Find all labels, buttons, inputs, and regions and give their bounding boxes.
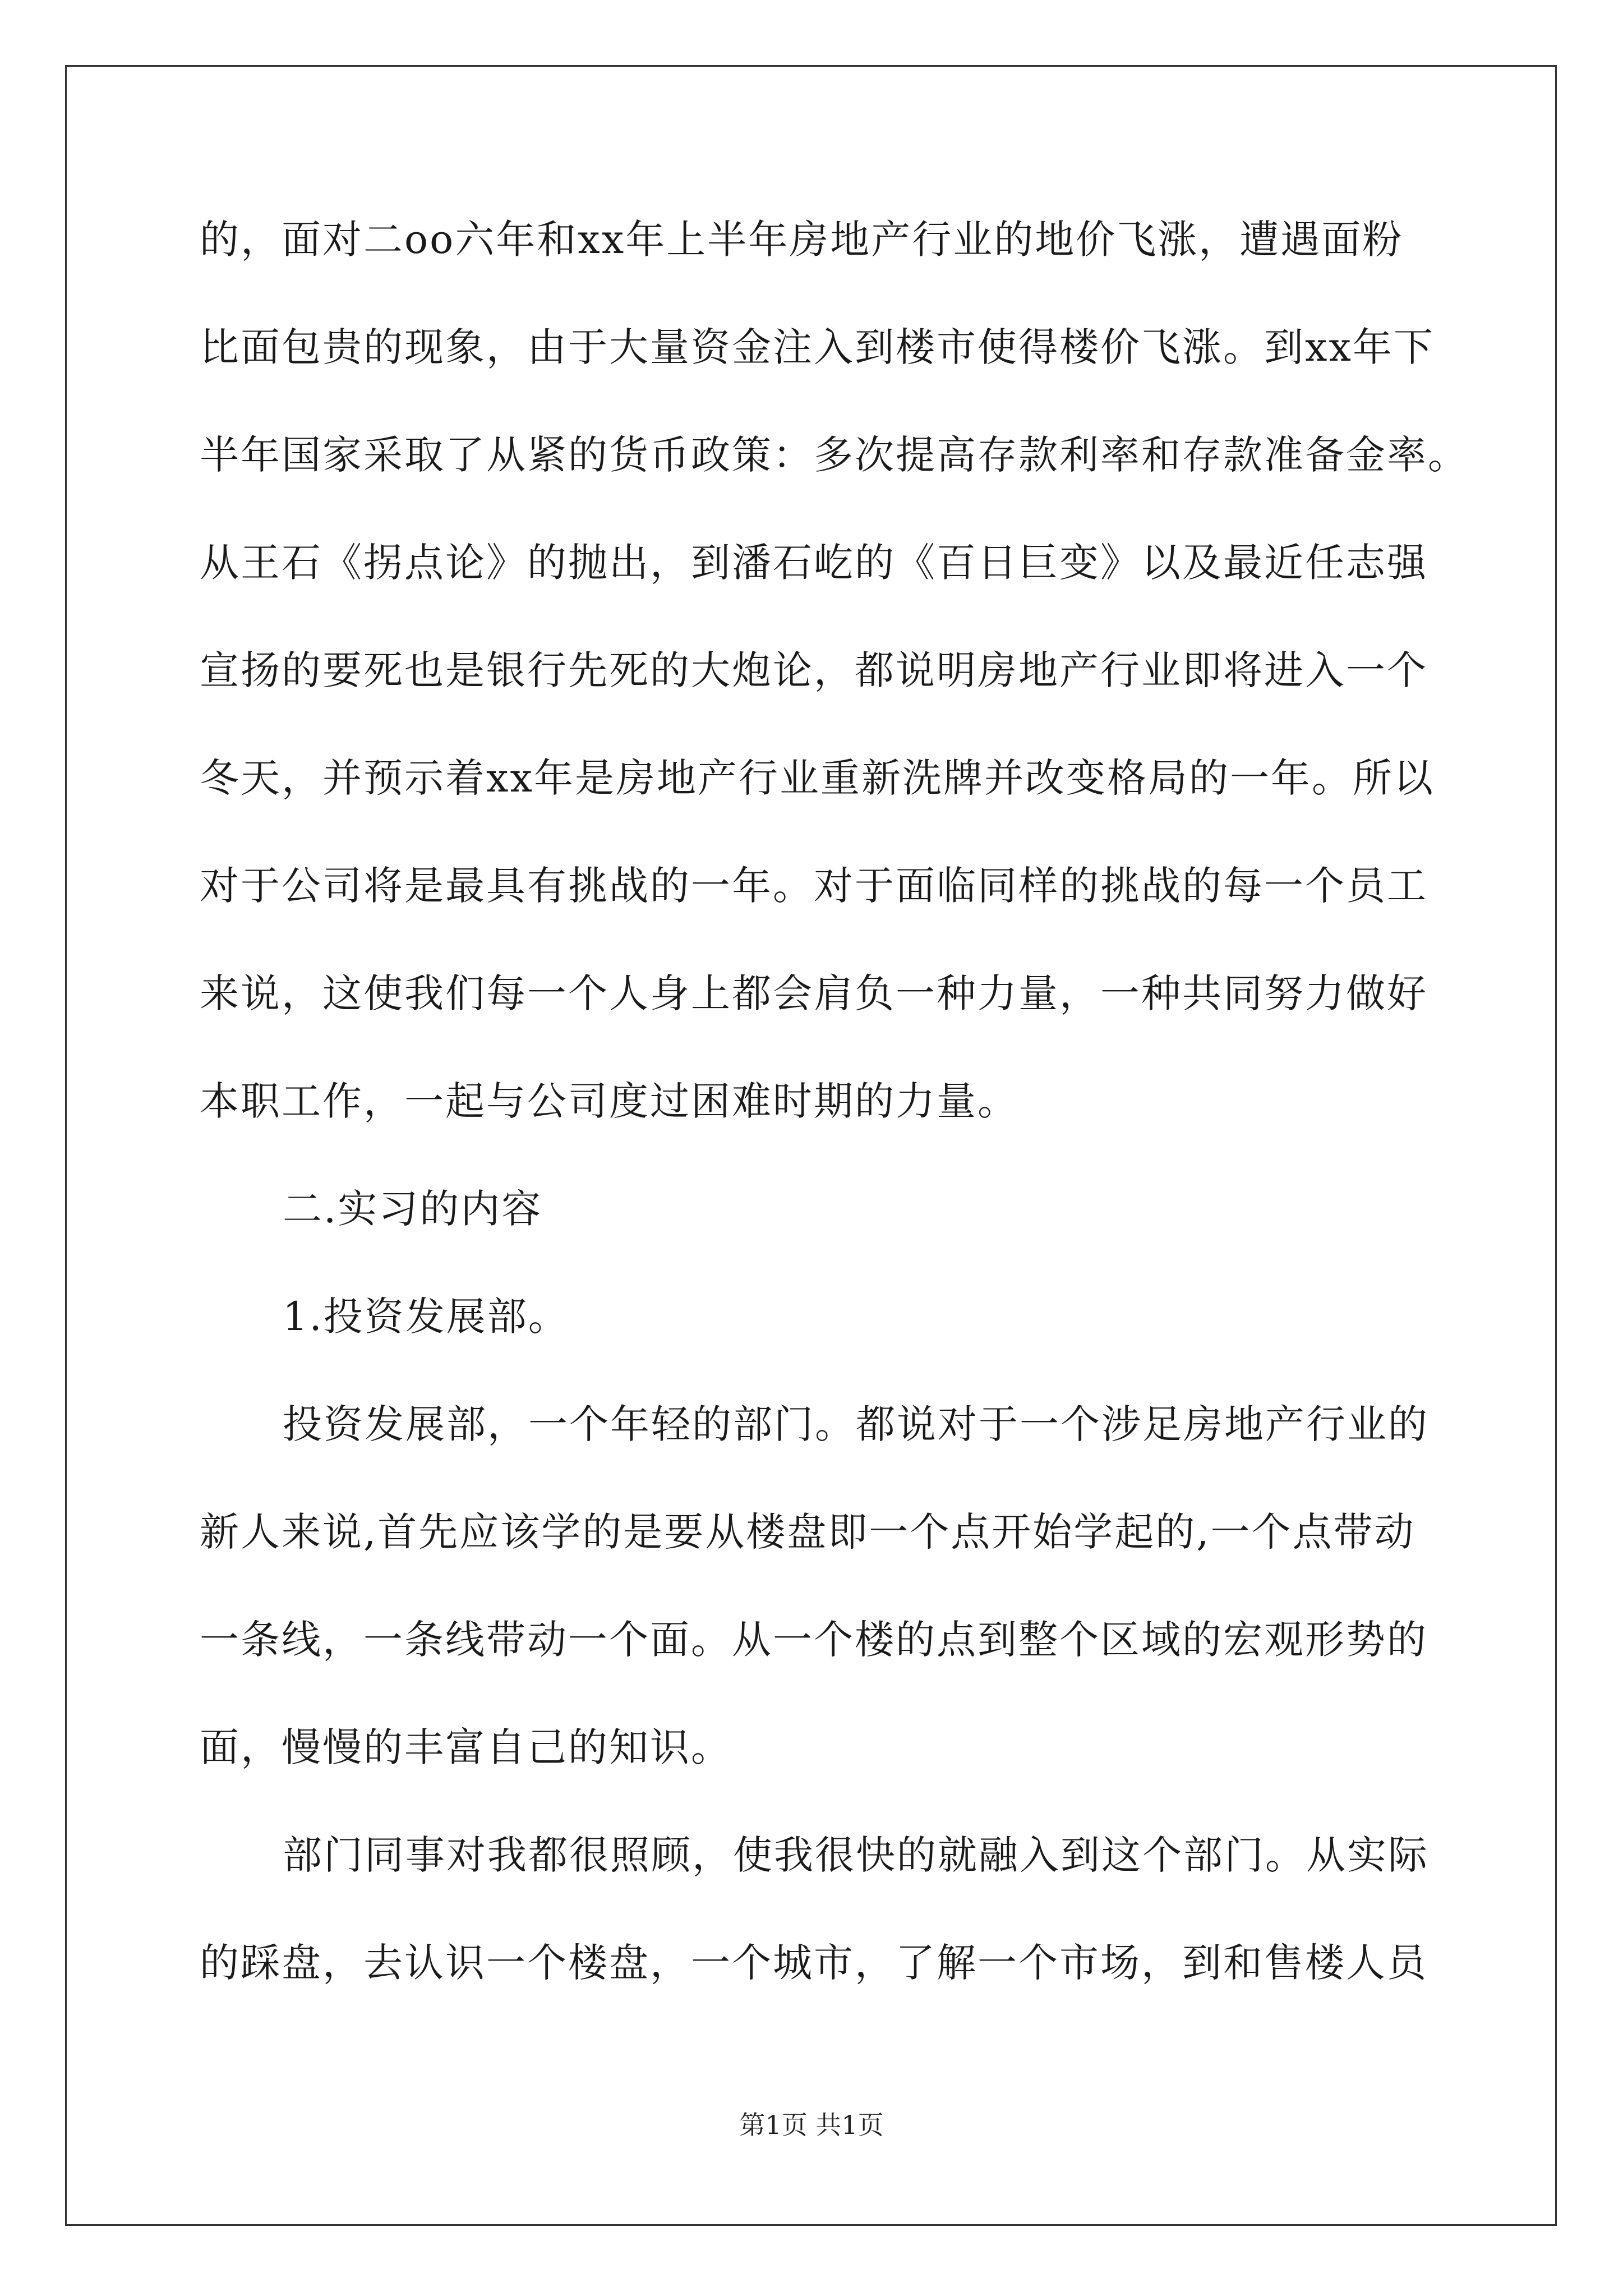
section-title: 二.实习的内容 [283, 1186, 543, 1232]
text-line: 比面包贵的现象，由于大量资金注入到楼市使得楼价飞涨。到xx年下 [200, 324, 1435, 370]
text-line: 投资发展部，一个年轻的部门。都说对于一个涉足房地产行业的 [283, 1401, 1429, 1447]
text-line: 宣扬的要死也是银行先死的大炮论，都说明房地产行业即将进入一个 [200, 647, 1428, 693]
text-line: 冬天，并预示着xx年是房地产行业重新洗牌并改变格局的一年。所以 [200, 755, 1435, 801]
text-line: 来说，这使我们每一个人身上都会肩负一种力量，一种共同努力做好 [200, 970, 1428, 1016]
document-body [200, 213, 1469, 1990]
text-line: 的，面对二oo六年和xx年上半年房地产行业的地价飞涨，遭遇面粉 [200, 217, 1404, 263]
section-heading [200, 1182, 1433, 1290]
text-line: 面，慢慢的丰富自己的知识。 [200, 1724, 732, 1770]
text-line: 一条线，一条线带动一个面。从一个楼的点到整个区域的宏观形势的 [200, 1617, 1428, 1663]
text-line: 部门同事对我都很照顾，使我很快的就融入到这个部门。从实际 [283, 1832, 1429, 1878]
page-number-footer: 第1页 共1页 [739, 2110, 884, 2140]
text-line: 本职工作，一起与公司度过困难时期的力量。 [200, 1078, 1018, 1124]
paragraph-intro [200, 213, 1469, 1182]
text-line: 的踩盘，去认识一个楼盘，一个城市，了解一个市场，到和售楼人员 [200, 1940, 1428, 1986]
text-line: 从王石《拐点论》的抛出，到潘石屹的《百日巨变》以及最近任志强 [200, 540, 1428, 586]
text-line: 对于公司将是最具有挑战的一年。对于面临同样的挑战的每一个员工 [200, 863, 1428, 909]
text-line: 半年国家采取了从紧的货币政策：多次提高存款利率和存款准备金率。 [200, 432, 1469, 478]
paragraph-investment-dept [200, 1398, 1433, 1829]
text-line: 新人来说,首先应该学的是要从楼盘即一个点开始学起的,一个点带动 [200, 1509, 1415, 1555]
subsection-heading [200, 1290, 1433, 1398]
subsection-title: 1.投资发展部。 [283, 1294, 569, 1340]
paragraph-colleagues [200, 1829, 1433, 1990]
